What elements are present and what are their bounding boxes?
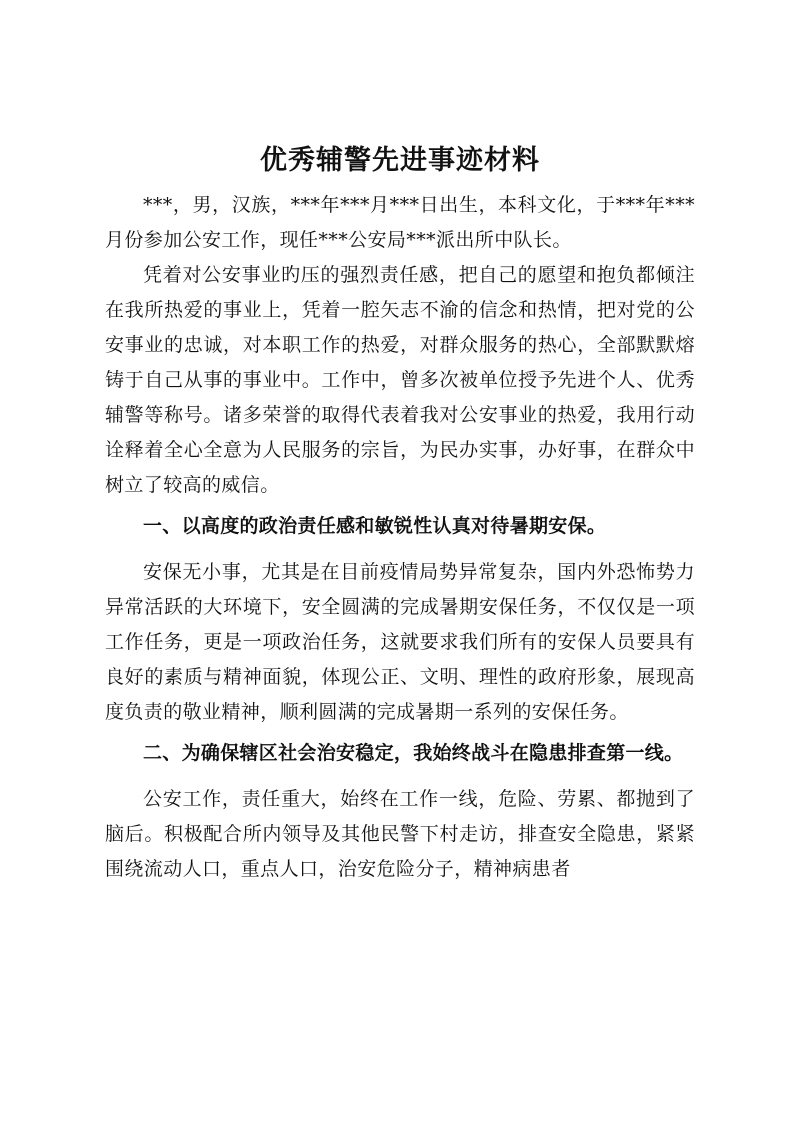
section-heading-1: 一、以高度的政治责任感和敏锐性认真对待暑期安保。 xyxy=(143,515,607,537)
section-heading-2: 二、为确保辖区社会治安稳定，我始终战斗在隐患排查第一线。 xyxy=(143,742,684,764)
document-body xyxy=(105,140,695,887)
section-body-1: 安保无小事，尤其是在目前疫情局势异常复杂，国内外恐怖势力异常活跃的大环境下，安全圆满的完成暑期安保任务，不仅仅是一项工作任务，更是一项政治任务，这就要求我们所有的安保人员要具有良好的素质与精神面貌，体现公正、文明、理性的政府形象，展现高度负责的敬业精神，顺利圆满的完成暑期一系列的安保任务。 xyxy=(105,561,695,723)
intro-paragraph: ***，男，汉族，***年***月***日出生，本科文化，于***年***月份参加公安工作，现任***公安局***派出所中队长。 xyxy=(105,194,695,251)
document-title: 优秀辅警先进事迹材料 xyxy=(260,145,540,176)
section-body-2: 公安工作，责任重大，始终在工作一线，危险、劳累、都抛到了脑后。积极配合所内领导及其他民警下村走访，排查安全隐患，紧紧围绕流动人口，重点人口，治安危险分子，精神病患者 xyxy=(105,788,695,880)
achievement-paragraph: 凭着对公安事业旳压的强烈责任感，把自己的愿望和抱负都倾注在我所热爱的事业上，凭着一腔矢志不渝的信念和热情，把对党的公安事业的忠诚，对本职工作的热爱，对群众服务的热心，全部默默熔铸于自己从事的事业中。工作中，曾多次被单位授予先进个人、优秀辅警等称号。诸多荣誉的取得代表着我对公安事业的热爱，我用行动诠释着全心全意为人民服务的宗旨，为民办实事，办好事，在群众中树立了较高的威信。 xyxy=(105,264,695,496)
